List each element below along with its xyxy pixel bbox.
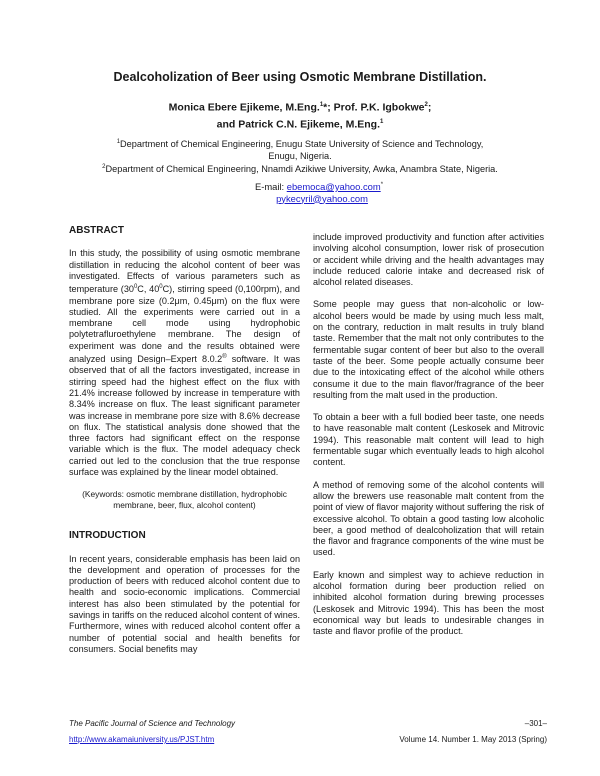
page-number: –301– xyxy=(524,719,547,728)
introduction-text: In recent years, considerable emphasis has been laid on the development and operation of processes for the production of beers with reduced alcohol content due to health and socio-economic implications. Commercial interest has also been stimulated by the potential for savings in tariffs on the reduced alcohol content of wines. Furthermore, wines with reduced alcohol content offer a number of potential social and health benefits for consumers. Social benefits may xyxy=(69,553,300,654)
paragraph: To obtain a beer with a full bodied beer taste, one needs to have reasonable malt content (Leskosek and Mitrovic 1994). This reasonable malt content will lead to high fermentable sugar which eventually leads to high alcohol content. xyxy=(313,412,544,468)
affiliation-1-cont: Enugu, Nigeria. xyxy=(268,150,332,161)
author-line-2 xyxy=(0,115,600,132)
footer-left xyxy=(69,718,235,745)
paragraph: A method of removing some of the alcohol contents will allow the brewers use reasonable malt content from the point of view of flavor majority without suffering the risk of excessive alcohol. To obtain a good tasting low alcoholic beer, a good method of dealcoholization that will retain the flavor and fragrance components of the wine must be used. xyxy=(313,479,544,558)
separator: ; xyxy=(427,101,432,114)
affiliation-text: Department of Chemical Engineering, Nnamdi Azikiwe University, Awka, Anambra State, Nigeria. xyxy=(105,164,498,175)
email-line-2 xyxy=(44,193,600,205)
affiliation-marker: 1 xyxy=(380,118,384,125)
affiliation-2 xyxy=(0,162,600,176)
email-label: E-mail: xyxy=(254,181,287,193)
corresponding-mark: * xyxy=(380,182,384,188)
left-column xyxy=(69,225,300,666)
author-name: Prof. P.K. Igbokwe xyxy=(333,101,425,114)
email-block xyxy=(0,180,600,204)
affiliation-number: 2 xyxy=(102,164,106,171)
author-name: and Patrick C.N. Ejikeme, M.Eng. xyxy=(216,118,381,130)
abstract-segment: C, 40 xyxy=(137,284,160,295)
affiliation-number: 1 xyxy=(116,139,121,145)
affiliation-text: Department of Chemical Engineering, Enugu State University of Science and Technology, xyxy=(120,139,484,150)
footer-right xyxy=(300,718,547,745)
paragraph: Early known and simplest way to achieve reduction in alcohol formation during beer production relied on inhibited alcohol formation during brewing processes (Leskosek and Mitrovic 1994). This has been the most economical way but leads to undesirable changes in taste and flavor profile of the product. xyxy=(313,569,544,637)
email-link[interactable]: ebemoca@yahoo.com xyxy=(286,181,381,193)
email-link[interactable]: pykecyril@yahoo.com xyxy=(276,192,368,204)
email-line-1 xyxy=(38,180,600,193)
author-line-1 xyxy=(0,98,600,115)
degree-sup: 0 xyxy=(159,284,163,291)
journal-name: The Pacific Journal of Science and Technology xyxy=(69,719,236,728)
paragraph: include improved productivity and function after activities involving alcohol consumption, lower risk of prosecution or accident while driving and the health advantages may include reduced calorie intake and decreased risk of alcohol related diseases. xyxy=(313,232,544,288)
affiliation-marker: 2 xyxy=(424,102,428,108)
abstract-segment: C), stirring speed (0,100rpm), and membrane pore size (0.2μm, 0.45μm) on the flux were studied. All the experiments were carried out in a membrane cell mode using hydrophobic polytetrafluroethylene membrane. The design of experiment was done and the results obtained were analyzed using Design–Expert 8.0.2 xyxy=(69,284,300,365)
affiliation-1 xyxy=(0,137,600,151)
affiliation-marker: 1 xyxy=(319,102,324,108)
abstract-text xyxy=(69,248,300,478)
abstract-segment: In this study, the possibility of using osmotic membrane distillation in reducing the alcohol content of beer was investigated. Effects of various parameters such as temperature (30 xyxy=(69,248,300,295)
journal-url-link[interactable]: http://www.akamaiuniversity.us/PJST.htm xyxy=(69,735,215,744)
paragraph: Some people may guess that non-alcoholic or low-alcohol beers would be made by using much less malt, on the contrary, reduction in malt results in truly bland taste. Remember that the malt not only contributes to the fermentable sugar content of beer but also to the overall taste of the beer. Some people actually consume beer due to the intoxicating effect of the alcohol while others consume it due to the main flavor/fragrance of the beer resulting from the malt used in the production. xyxy=(313,299,544,400)
affiliations xyxy=(0,137,600,176)
abstract-segment: software. It was observed that of all the factors investigated, increase in stirring speed had the highest effect on the flux with 21.4% increase followed by increase in temperature with 8.34% increase on flux. The least significant parameter was increase in membrane pore size with 8.6% decrease on flux. The statistical analysis done showed that the three factors had significant effect on the response variable which is the flux. The model adequacy check carried out led to the conclusion that the true response surface was explained by the linear model obtained. xyxy=(69,354,300,477)
degree-sup: 0 xyxy=(133,284,138,291)
author-list xyxy=(0,98,600,131)
abstract-heading: ABSTRACT xyxy=(69,225,124,236)
paper-title: Dealcoholization of Beer using Osmotic Membrane Distillation. xyxy=(113,70,487,84)
author-name: Monica Ebere Ejikeme, M.Eng. xyxy=(168,101,320,114)
introduction-heading: INTRODUCTION xyxy=(69,530,146,542)
volume-info: Volume 14. Number 1. May 2013 (Spring) xyxy=(399,735,547,744)
registered-sup: ® xyxy=(222,354,227,360)
keywords: (Keywords: osmotic membrane distillation, hydrophobic membrane, beer, flux, alcohol content) xyxy=(82,489,287,510)
corresponding-mark: *; xyxy=(323,101,334,114)
right-column xyxy=(313,232,544,649)
